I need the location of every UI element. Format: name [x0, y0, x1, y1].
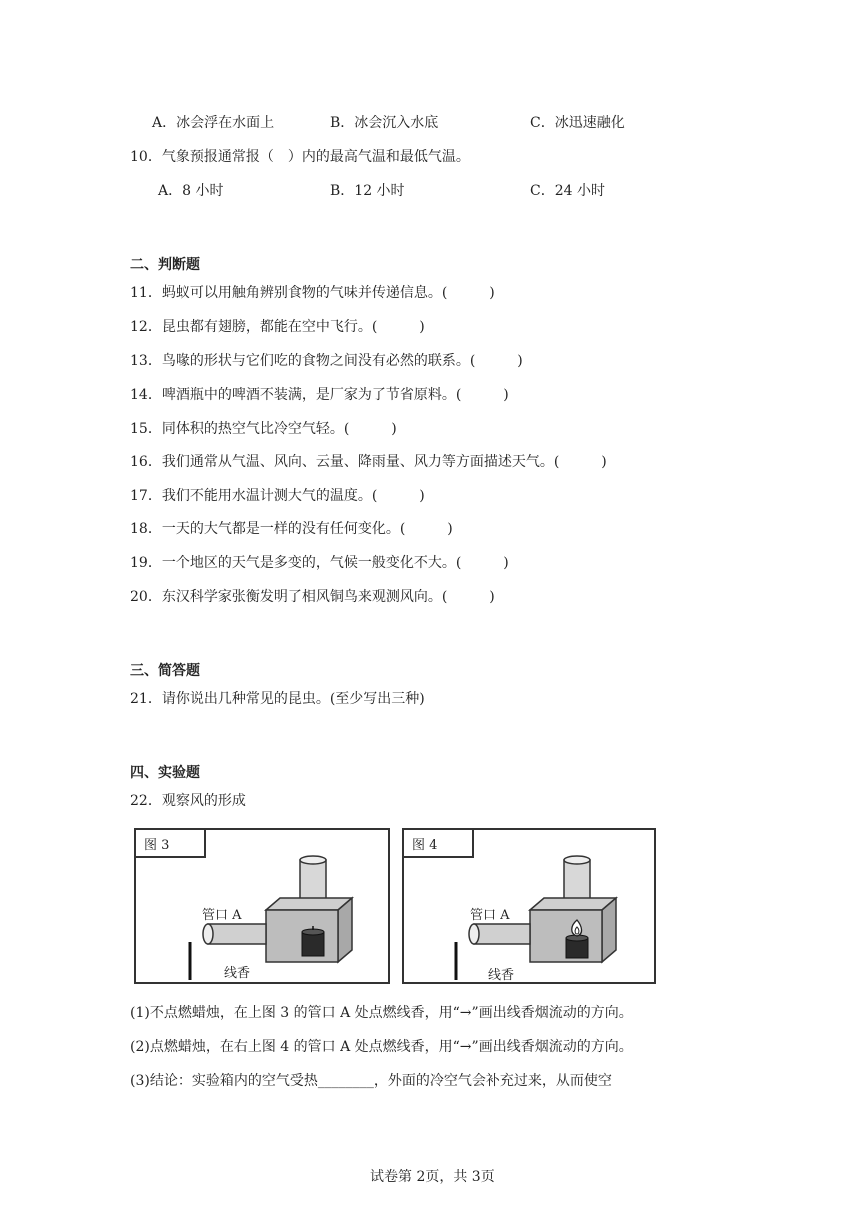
q10-option-a: A．8 小时 [158, 183, 224, 199]
figure-3 [134, 828, 390, 984]
question-17: 17．我们不能用水温计测大气的温度。( ) [130, 488, 425, 504]
question-14: 14．啤酒瓶中的啤酒不装满，是厂家为了节省原料。( ) [130, 387, 509, 403]
question-11: 11．蚂蚁可以用触角辨别食物的气味并传递信息。( ) [130, 285, 495, 301]
q9-option-c: C．冰迅速融化 [530, 115, 625, 131]
figure-4-label: 图 4 [404, 830, 474, 858]
q10-option-c: C．24 小时 [530, 183, 605, 199]
figure-3-apparatus [136, 830, 388, 982]
question-22-part-1: (1)不点燃蜡烛，在上图 3 的管口 A 处点燃线香，用“→”画出线香烟流动的方向。 [130, 1005, 633, 1021]
question-18: 18．一天的大气都是一样的没有任何变化。( ) [130, 521, 453, 537]
figure-4-tube-label: 管口 A [470, 908, 510, 923]
q10-option-b: B．12 小时 [330, 183, 405, 199]
section-title-judgement: 二、判断题 [130, 257, 200, 273]
question-13: 13．鸟喙的形状与它们吃的食物之间没有必然的联系。( ) [130, 353, 523, 369]
figure-3-incense-label: 线香 [224, 966, 251, 981]
question-15: 15．同体积的热空气比冷空气轻。( ) [130, 421, 397, 437]
question-16: 16．我们通常从气温、风向、云量、降雨量、风力等方面描述天气。( ) [130, 454, 607, 470]
q9-option-a: A．冰会浮在水面上 [152, 115, 275, 131]
section-title-experiment: 四、实验题 [130, 765, 200, 781]
figure-4 [402, 828, 656, 984]
figure-4-apparatus [404, 830, 654, 982]
q9-option-b: B．冰会沉入水底 [330, 115, 439, 131]
question-19: 19．一个地区的天气是多变的，气候一般变化不大。( ) [130, 555, 509, 571]
question-22-part-2: (2)点燃蜡烛，在右上图 4 的管口 A 处点燃线香，用“→”画出线香烟流动的方向。 [130, 1039, 633, 1055]
question-22-part-3: (3)结论：实验箱内的空气受热________，外面的冷空气会补充过来，从而使空 [130, 1073, 612, 1089]
q10-stem: 10．气象预报通常报（ ）内的最高气温和最低气温。 [130, 149, 470, 165]
question-22: 22．观察风的形成 [130, 793, 246, 809]
question-12: 12．昆虫都有翅膀，都能在空中飞行。( ) [130, 319, 425, 335]
figure-4-incense-label: 线香 [488, 968, 515, 983]
figure-3-tube-label: 管口 A [202, 908, 242, 923]
question-20: 20．东汉科学家张衡发明了相风铜鸟来观测风向。( ) [130, 589, 495, 605]
section-title-short-answer: 三、简答题 [130, 663, 200, 679]
question-21: 21．请你说出几种常见的昆虫。(至少写出三种) [130, 691, 425, 707]
page-footer: 试卷第 2页，共 3页 [370, 1169, 495, 1185]
figure-3-label: 图 3 [136, 830, 206, 858]
